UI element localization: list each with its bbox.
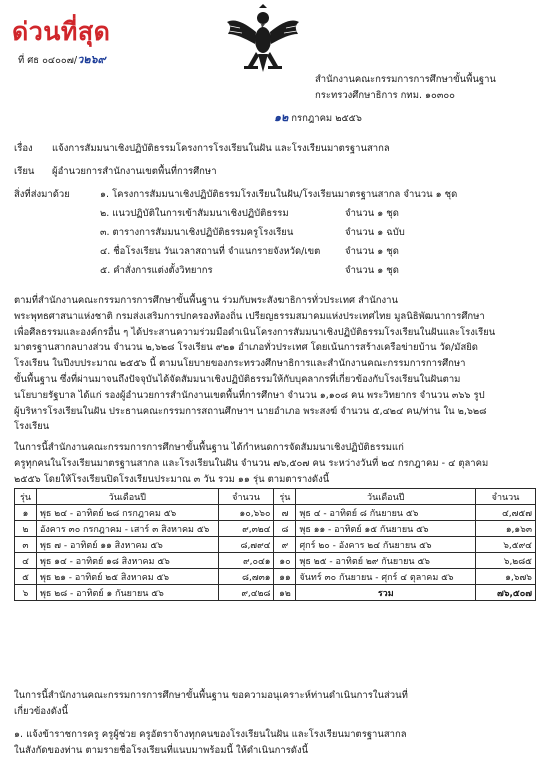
column-header: วันเดือนปี bbox=[36, 489, 218, 505]
paragraph-line: เพื่อศีลธรรมและองค์กรอื่น ๆ ได้ประสานความร่วมมือดำเนินโครงการสัมมนาเชิงปฏิบัติธรรมโรงเรียนในฝันและโรงเรียน bbox=[14, 326, 496, 338]
reference-number bbox=[18, 50, 106, 68]
total-label: รวม bbox=[296, 585, 476, 601]
paragraph-line: มาตรฐานสากลบางส่วน จำนวน ๒,๖๒๘ โรงเรียน ๙๒๑ อำเภอทั่วประเทศ โดยเน้นการสร้างเครือข่ายบ้าน วัด/มัสยิด bbox=[14, 342, 478, 354]
batch-dates: อังคาร ๓๐ กรกฎาคม - เสาร์ ๓ สิงหาคม ๕๖ bbox=[36, 521, 218, 537]
paragraph-line: นโยบายรัฐบาล ได้แก่ รองผู้อำนวยการสำนักงานเขตพื้นที่การศึกษา จำนวน ๑,๑๐๘ คน พระวิทยากร จำนวน ๓๖๖ รูป bbox=[14, 389, 485, 401]
batch-count: ๖,๒๘๕ bbox=[476, 553, 536, 569]
reference-prefix: ที่ ศธ ๐๔๐๐๗/ bbox=[18, 55, 78, 66]
batch-dates: พุธ ๑๑ - อาทิตย์ ๑๕ กันยายน ๕๖ bbox=[296, 521, 476, 537]
batch-count: ๙,๔๒๘ bbox=[218, 585, 274, 601]
table-row bbox=[15, 569, 536, 585]
paragraph-line: ในสังกัดของท่าน ตามรายชื่อโรงเรียนที่แนบมาพร้อมนี้ ให้ดำเนินการดังนี้ bbox=[14, 744, 309, 756]
date-handwritten-day: ๑๒ bbox=[274, 111, 289, 124]
batch-count: ๑,๑๖๓ bbox=[476, 521, 536, 537]
body-paragraph-instruction bbox=[14, 727, 536, 759]
table-row bbox=[15, 537, 536, 553]
paragraph-line: โรงเรียน ในปีงบประมาณ ๒๕๕๖ นี้ ตามนโยบายของกระทรวงศึกษาธิการและสำนักงานคณะกรรมการการศึกษา bbox=[14, 358, 466, 370]
paragraph-line: ผู้บริหารโรงเรียนในฝัน ประธานคณะกรรมการสถานศึกษาฯ นายอำเภอ พระสงฆ์ จำนวน ๕,๔๒๔ คน/ท่าน ใน ๒,๖๒๘ bbox=[14, 405, 487, 417]
paragraph-line: ครูทุกคนในโรงเรียนมาตรฐานสากล และโรงเรียนในฝัน จำนวน ๗๖,๕๐๗ คน ระหว่างวันที่ ๒๔ กรกฎาคม - ๔ ตุลาคม bbox=[14, 457, 489, 469]
attachment-quantity: จำนวน ๑ ชุด bbox=[345, 246, 399, 257]
batch-count: ๙,๐๔๑ bbox=[218, 553, 274, 569]
table-row bbox=[15, 521, 536, 537]
table-header-row bbox=[15, 489, 536, 505]
batch-dates: พุธ ๒๔ - อาทิตย์ ๒๘ กรกฎาคม ๕๖ bbox=[36, 505, 218, 521]
paragraph-line: ตามที่สำนักงานคณะกรรมการการศึกษาขั้นพื้นฐาน ร่วมกับพระสังฆาธิการทั่วประเทศ สำนักงาน bbox=[14, 295, 398, 306]
reference-handwritten-number: ว๒๖๙ bbox=[77, 53, 106, 66]
batch-number: ๑๐ bbox=[274, 553, 296, 569]
attachment-quantity: จำนวน ๑ ชุด bbox=[345, 265, 399, 276]
batch-number: ๔ bbox=[15, 553, 37, 569]
schedule-table bbox=[14, 488, 536, 601]
attachment-item: ๔. ชื่อโรงเรียน วันเวลาสถานที่ จำแนกรายจังหวัด/เขต bbox=[100, 246, 321, 257]
body-paragraph-request bbox=[14, 688, 536, 720]
attachment-item: ๓. ตารางการสัมมนาเชิงปฏิบัติธรรมครูโรงเรียน bbox=[100, 227, 294, 238]
batch-count: ๑๐,๖๖๐ bbox=[218, 505, 274, 521]
table-row bbox=[15, 553, 536, 569]
issuing-office: สำนักงานคณะกรรมการการศึกษาขั้นพื้นฐาน bbox=[315, 74, 496, 85]
paragraph-line: โรงเรียน bbox=[14, 421, 50, 433]
batch-dates: พุธ ๒๘ - อาทิตย์ ๑ กันยายน ๕๖ bbox=[36, 585, 218, 601]
batch-dates: จันทร์ ๓๐ กันยายน - ศุกร์ ๔ ตุลาคม ๕๖ bbox=[296, 569, 476, 585]
body-paragraph-background bbox=[14, 293, 536, 435]
subject-label: เรื่อง bbox=[14, 143, 33, 154]
batch-count: ๙,๓๒๔ bbox=[218, 521, 274, 537]
batch-number: ๕ bbox=[15, 569, 37, 585]
attachment-item: ๒. แนวปฏิบัติในการเข้าสัมมนาเชิงปฏิบัติธรรม bbox=[100, 208, 289, 219]
batch-dates: พุธ ๒๕ - อาทิตย์ ๒๙ กันยายน ๕๖ bbox=[296, 553, 476, 569]
attachment-quantity: จำนวน ๑ ชุด bbox=[345, 208, 399, 219]
batch-dates: ศุกร์ ๒๐ - อังคาร ๒๔ กันยายน ๕๖ bbox=[296, 537, 476, 553]
batch-number: ๓ bbox=[15, 537, 37, 553]
attachment-item: ๑. โครงการสัมมนาเชิงปฏิบัติธรรมโรงเรียนในฝัน/โรงเรียนมาตรฐานสากล จำนวน ๑ ชุด bbox=[100, 189, 458, 200]
attachments-label: สิ่งที่ส่งมาด้วย bbox=[14, 189, 70, 200]
paragraph-line: ในการนี้สำนักงานคณะกรรมการการศึกษาขั้นพื้นฐาน ได้กำหนดการจัดสัมมนาเชิงปฏิบัติธรรมแก่ bbox=[14, 442, 404, 453]
paragraph-line: พระพุทธศาสนาแห่งชาติ กรมส่งเสริมการปกครองท้องถิ่น เปรียญธรรมสมาคมแห่งประเทศไทย มูลนิธิพัฒนาการศึกษา bbox=[14, 310, 485, 322]
paragraph-line: ๑. แจ้งข้าราชการครู ครูผู้ช่วย ครูอัตราจ้างทุกคนของโรงเรียนในฝัน และโรงเรียนมาตรฐานสากล bbox=[14, 729, 407, 740]
issuing-office-address: กระทรวงศึกษาธิการ กทม. ๑๐๓๐๐ bbox=[315, 90, 455, 101]
batch-number: ๑๒ bbox=[274, 585, 296, 601]
batch-dates: พุธ ๒๑ - อาทิตย์ ๒๕ สิงหาคม ๕๖ bbox=[36, 569, 218, 585]
table-row bbox=[15, 585, 536, 601]
batch-count: ๔,๗๕๗ bbox=[476, 505, 536, 521]
total-count: ๗๖,๕๐๗ bbox=[476, 585, 536, 601]
recipient-label: เรียน bbox=[14, 166, 35, 177]
table-row bbox=[15, 505, 536, 521]
batch-number: ๑๑ bbox=[274, 569, 296, 585]
batch-number: ๗ bbox=[274, 505, 296, 521]
batch-count: ๖,๕๙๔ bbox=[476, 537, 536, 553]
paragraph-line: ในการนี้สำนักงานคณะกรรมการการศึกษาขั้นพื้นฐาน ขอความอนุเคราะห์ท่านดำเนินการในส่วนที่ bbox=[14, 690, 408, 701]
paragraph-line: ขั้นพื้นฐาน ซึ่งที่ผ่านมาจนถึงปัจจุบันได้จัดสัมมนาเชิงปฏิบัติธรรมให้กับบุคลากรที่เกี่ยวข้องกับโรงเรียนในฝันตาม bbox=[14, 373, 461, 385]
batch-dates: พุธ ๗ - อาทิตย์ ๑๑ สิงหาคม ๕๖ bbox=[36, 537, 218, 553]
document-date bbox=[274, 108, 362, 126]
batch-count: ๘,๗๓๑ bbox=[218, 569, 274, 585]
batch-count: ๘,๗๙๔ bbox=[218, 537, 274, 553]
column-header: จำนวน bbox=[218, 489, 274, 505]
batch-dates: พุธ ๑๔ - อาทิตย์ ๑๘ สิงหาคม ๕๖ bbox=[36, 553, 218, 569]
batch-number: ๒ bbox=[15, 521, 37, 537]
batch-number: ๘ bbox=[274, 521, 296, 537]
attachment-item: ๕. คำสั่งการแต่งตั้งวิทยากร bbox=[100, 265, 213, 276]
column-header: วันเดือนปี bbox=[296, 489, 476, 505]
body-paragraph-schedule bbox=[14, 440, 536, 487]
date-month-year: กรกฎาคม ๒๕๕๖ bbox=[288, 113, 362, 124]
subject-text: แจ้งการสัมมนาเชิงปฏิบัติธรรมโครงการโรงเรียนในฝัน และโรงเรียนมาตรฐานสากล bbox=[52, 143, 390, 154]
column-header: จำนวน bbox=[476, 489, 536, 505]
garuda-emblem-icon bbox=[226, 4, 300, 74]
column-header: รุ่น bbox=[274, 489, 296, 505]
batch-number: ๙ bbox=[274, 537, 296, 553]
batch-number: ๖ bbox=[15, 585, 37, 601]
recipient-text: ผู้อำนวยการสำนักงานเขตพื้นที่การศึกษา bbox=[52, 166, 217, 177]
batch-count: ๑,๖๗๖ bbox=[476, 569, 536, 585]
batch-dates: พุธ ๔ - อาทิตย์ ๘ กันยายน ๕๖ bbox=[296, 505, 476, 521]
batch-number: ๑ bbox=[15, 505, 37, 521]
column-header: รุ่น bbox=[15, 489, 37, 505]
attachment-quantity: จำนวน ๑ ฉบับ bbox=[345, 227, 405, 238]
urgent-stamp: ด่วนที่สุด bbox=[12, 17, 111, 46]
paragraph-line: เกี่ยวข้องดังนี้ bbox=[14, 705, 69, 717]
paragraph-line: ๒๕๕๖ โดยให้โรงเรียนปิดโรงเรียนประมาณ ๓ วัน รวม ๑๑ รุ่น ตามตารางดังนี้ bbox=[14, 473, 330, 485]
